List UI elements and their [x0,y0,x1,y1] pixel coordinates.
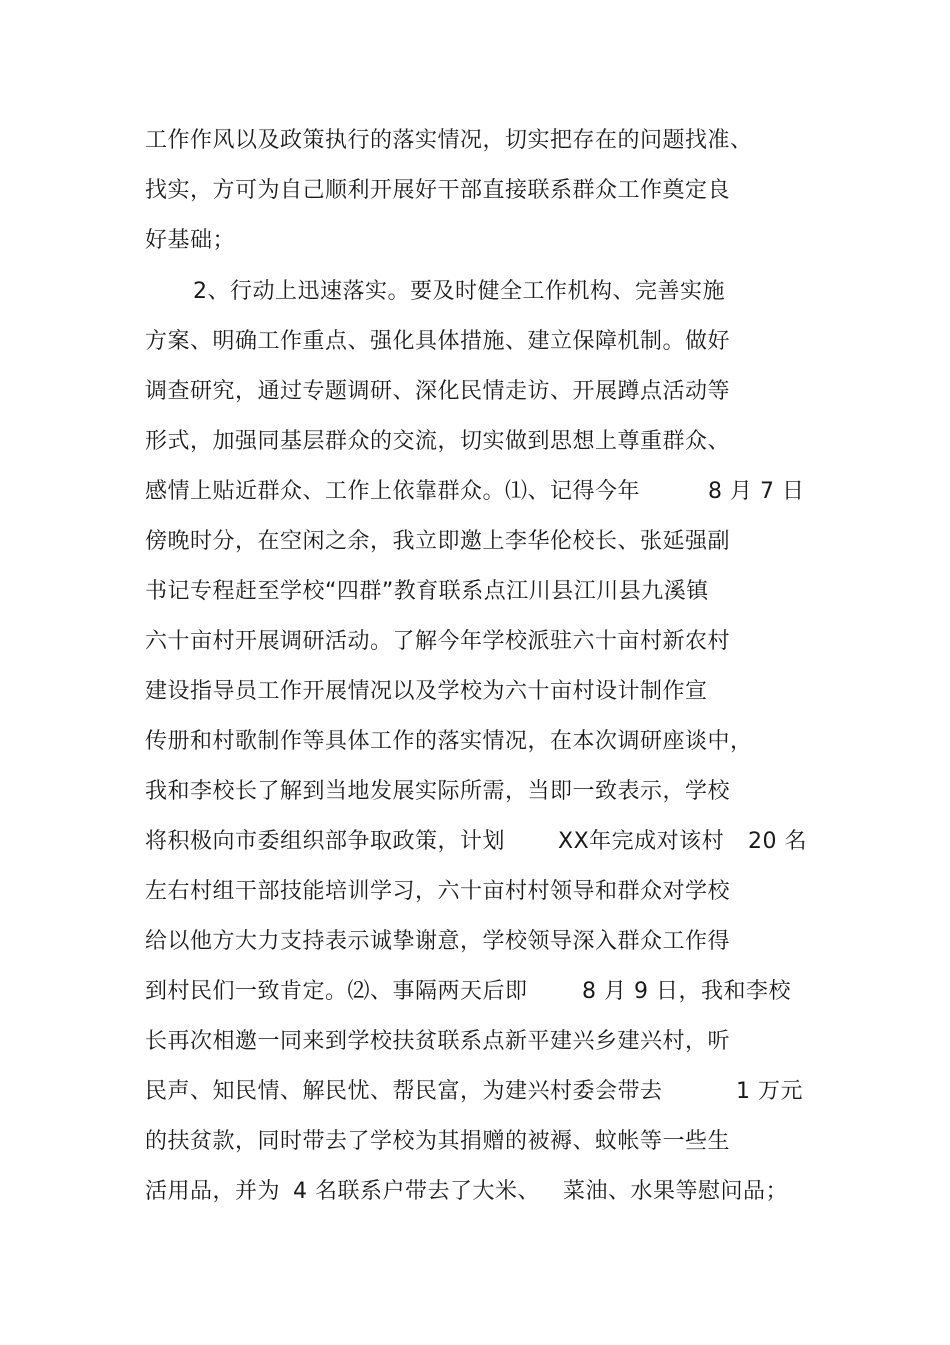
text-line-20 [145,1078,825,1106]
text-line-22-start: 活用品，并为 [145,1179,281,1204]
text-line-15-start: 将积极向市委组织部争取政策，计划 [145,829,506,854]
text-line-12: 建设指导员工作开展情况以及学校为六十亩村设计制作宣 [145,679,708,704]
text-line-8-start: 感情上贴近群众、工作上依靠群众。⑴、记得今年 [145,479,641,504]
text-line-16: 左右村组干部技能培训学习，六十亩村村领导和群众对学校 [145,879,731,904]
text-line-4: 2、行动上迅速落实。要及时健全工作机构、完善实施 [193,279,725,304]
text-line-15-mid: XX年完成对该村 [558,829,725,854]
text-line-17: 给以他方大力支持表示诚挚谢意，学校领导深入群众工作得 [145,929,731,954]
text-line-15 [145,828,825,856]
text-line-18 [145,978,825,1006]
text-line-15-tail: 20 名 [748,829,807,854]
text-line-6: 调查研究，通过专题调研、深化民情走访、开展蹲点活动等 [145,379,731,404]
text-line-2: 找实，方可为自己顺利开展好干部直接联系群众工作奠定良 [145,178,731,203]
text-line-22 [145,1178,825,1206]
text-line-11: 六十亩村开展调研活动。了解今年学校派驻六十亩村新农村 [145,629,731,654]
text-line-21: 的扶贫款，同时带去了学校为其捐赠的被褥、蚊帐等一些生 [145,1129,731,1154]
text-line-9: 傍晚时分，在空闲之余，我立即邀上李华伦校长、张延强副 [145,529,731,554]
text-line-8-date: 8 月 7 日 [708,479,805,504]
text-line-20-start: 民声、知民情、解民忧、帮民富，为建兴村委会带去 [145,1079,663,1104]
text-line-8 [145,478,825,506]
text-line-18-tail: 8 月 9 日，我和李校 [582,979,791,1004]
text-line-5: 方案、明确工作重点、强化具体措施、建立保障机制。做好 [145,329,731,354]
text-line-14: 我和李校长了解到当地发展实际所需，当即一致表示，学校 [145,779,731,804]
text-line-22-mid: 4 名联系户带去了大米、 [293,1179,540,1204]
text-line-13: 传册和村歌制作等具体工作的落实情况，在本次调研座谈中， [145,729,753,754]
text-line-7: 形式，加强同基层群众的交流，切实做到思想上尊重群众、 [145,429,731,454]
text-line-19: 长再次相邀一同来到学校扶贫联系点新平建兴乡建兴村，听 [145,1029,731,1054]
text-line-18-start: 到村民们一致肯定。⑵、事隔两天后即 [145,979,528,1004]
text-line-1: 工作作风以及政策执行的落实情况，切实把存在的问题找准、 [145,128,753,153]
text-line-22-tail: 菜油、水果等慰问品； [563,1179,789,1204]
text-line-10: 书记专程赶至学校“四群”教育联系点江川县江川县九溪镇 [145,579,709,604]
text-line-20-tail: 1 万元 [736,1079,803,1104]
text-line-3: 好基础； [145,228,236,253]
